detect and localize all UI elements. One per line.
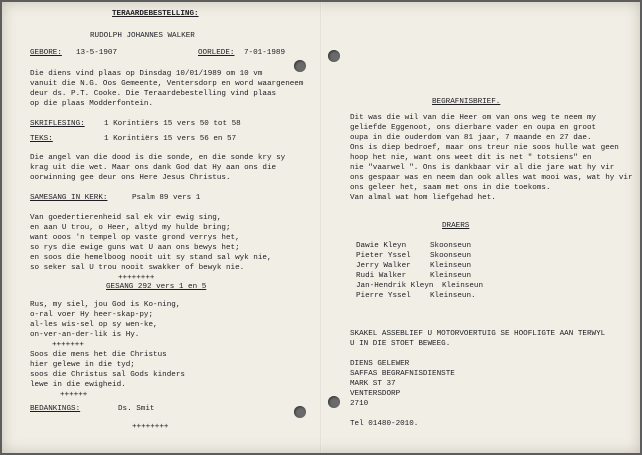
bearers-title: DRAERS <box>442 222 470 230</box>
intro-line: vanuit die N.G. Oos Gemeente, Ventersdorp en word waargeneem <box>30 80 304 88</box>
song1-line: want ooos 'n tempel op vaste grond verrys het, <box>30 234 240 242</box>
sermon-line: krag uit die wet. Maar ons dank God dat Hy aan ons die <box>30 164 277 172</box>
divider: ++++++++ <box>132 423 169 431</box>
phone-number: Tel 01480-2010. <box>350 420 419 428</box>
punch-hole <box>294 406 306 418</box>
company-line: MARK ST 37 <box>350 380 396 388</box>
song2-line: on-ver-an-der-lik is Hy. <box>30 331 140 339</box>
intro-line: op die plaas Modderfontein. <box>30 100 154 108</box>
funeral-program-sheet <box>2 2 640 453</box>
text-reference: 1 Korintiërs 15 vers 56 en 57 <box>104 135 237 143</box>
bearer-relation: Skoonseun <box>430 242 472 250</box>
text-label: TEKS: <box>30 135 53 143</box>
born-date: 13-5-1907 <box>76 49 118 57</box>
thanks-name: Ds. Smit <box>118 405 155 413</box>
headlights-request: SKAKEL ASSEBLIEF U MOTORVOERTUIG SE HOOFLIGTE AAN TERWYL <box>350 330 606 338</box>
company-line: VENTERSDORP <box>350 390 401 398</box>
bearer-name: Jerry Walker <box>356 262 411 270</box>
song2-line: Rus, my siel, jou God is Ko-ning, <box>30 301 181 309</box>
reading-label: SKRIFLESING: <box>30 120 85 128</box>
divider: ++++++++ <box>118 274 155 282</box>
letter-line: ons geleer het, saam met ons in die toekoms. <box>350 184 551 192</box>
letter-line: geliefde Eggenoot, ons dierbare vader en oupa en groot <box>350 124 597 132</box>
divider: +++++++ <box>52 341 84 349</box>
letter-line: ons gespaar was en neem dan ook alles wat mooi was, wat hy vir <box>350 174 633 182</box>
reading-text: 1 Korintiërs 15 vers 50 tot 58 <box>104 120 241 128</box>
company-line: DIENS GELEWER <box>350 360 410 368</box>
punch-hole <box>294 60 306 72</box>
bearer-relation: Skoonseun <box>430 252 472 260</box>
company-line: 2710 <box>350 400 369 408</box>
thanks-label: BEDANKINGS: <box>30 405 81 413</box>
letter-line: hoop het nie, want ons weet dit is net " totsiens" en <box>350 154 592 162</box>
punch-hole <box>328 396 340 408</box>
sermon-line: oorwinning gee deur ons Here Jesus Christus. <box>30 174 231 182</box>
bearer-name: Pieter Yssel <box>356 252 411 260</box>
song3-line: Soos die mens het die Christus <box>30 351 167 359</box>
punch-hole <box>328 50 340 62</box>
company-line: SAFFAS BEGRAFNISDIENSTE <box>350 370 455 378</box>
song1-line: Van goedertierenheid sal ek vir ewig sing, <box>30 214 222 222</box>
letter-line: Dit was die wil van die Heer om van ons weg te neem my <box>350 114 597 122</box>
bearer-name: Rudi Walker <box>356 272 407 280</box>
letter-line: Ons is diep bedroef, maar ons treur nie soos hulle wat geen <box>350 144 619 152</box>
song1-line: en aan U trou, o Heer, altyd my hulde bring; <box>30 224 231 232</box>
died-label: OORLEDE: <box>198 49 235 57</box>
bearer-name: Dawie Kleyn <box>356 242 407 250</box>
song1-line: so seker sal U trou nooit swakker of bewyk nie. <box>30 264 245 272</box>
born-label: GEBORE: <box>30 49 62 57</box>
headlights-request: U IN DIE STOET BEWEEG. <box>350 340 451 348</box>
intro-line: deur ds. P.T. Cooke. Die Teraardebestelling vind plaas <box>30 90 277 98</box>
letter-title: BEGRAFNISBRIEF. <box>432 98 501 106</box>
deceased-name: RUDOLPH JOHANNES WALKER <box>90 32 195 40</box>
song2-label: GESANG 292 vers 1 en 5 <box>106 283 207 291</box>
page-title: TERAARDEBESTELLING: <box>112 10 199 18</box>
song1-line: en soos die hemelboog nooit uit sy stand sal wyk nie, <box>30 254 272 262</box>
bearer-name: Jan-Hendrik Kleyn <box>356 282 434 290</box>
song2-line: o-ral voer Hy heer-skap-py; <box>30 311 154 319</box>
intro-line: Die diens vind plaas op Dinsdag 10/01/1989 om 10 vm <box>30 70 263 78</box>
bearer-relation: Kleinseun <box>430 262 472 270</box>
song1-reference: Psalm 89 vers 1 <box>132 194 201 202</box>
song1-line: so rys die ewige guns wat U aan ons bewys het; <box>30 244 240 252</box>
song1-label: SAMESANG IN KERK: <box>30 194 108 202</box>
bearer-relation: Kleinseun. <box>430 292 476 300</box>
divider: ++++++ <box>60 391 88 399</box>
song3-line: lewe in die ewigheid. <box>30 381 126 389</box>
sermon-line: Die angel van die dood is die sonde, en die sonde kry sy <box>30 154 286 162</box>
letter-line: nie "vaarwel ". Ons is dankbaar vir al die jare wat hy vir <box>350 164 615 172</box>
bearer-relation: Kleinseun <box>430 272 472 280</box>
died-date: 7-01-1989 <box>244 49 286 57</box>
bearer-name: Pierre Yssel <box>356 292 411 300</box>
center-fold <box>320 2 322 453</box>
song3-line: soos die Christus sal Gods kinders <box>30 371 185 379</box>
song2-line: al-les wis-sel op sy wen-ke, <box>30 321 158 329</box>
letter-line: Van almal wat hom liefgehad het. <box>350 194 496 202</box>
song3-line: hier gelewe in die tyd; <box>30 361 135 369</box>
bearer-relation: Kleinseun <box>442 282 484 290</box>
letter-line: oupa in die ouderdom van 81 jaar, 7 maande en 27 dae. <box>350 134 592 142</box>
